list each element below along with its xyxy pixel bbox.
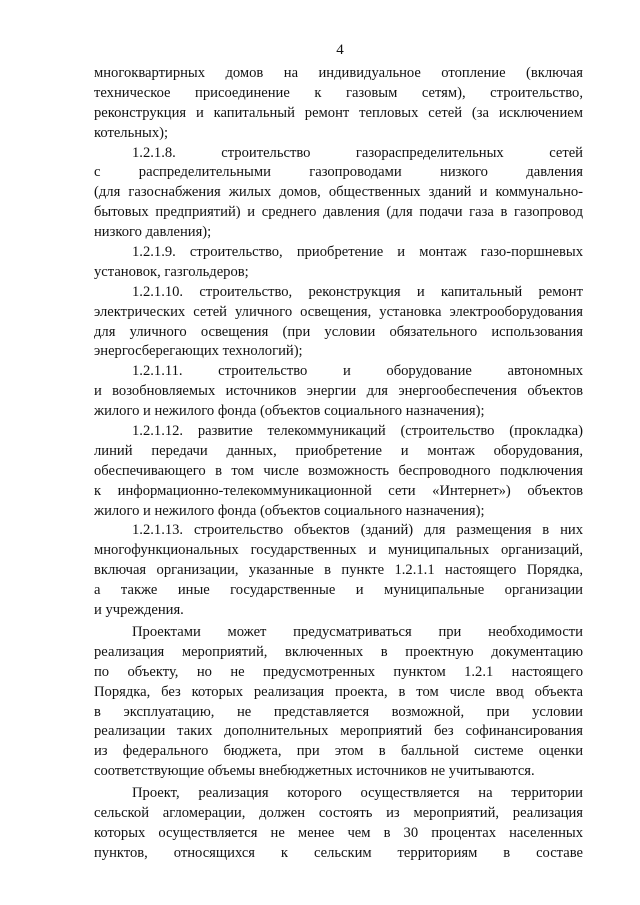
- paragraph: [94, 521, 583, 620]
- paragraph: [94, 283, 583, 363]
- text-line: реализация мероприятий, включенных в проектную документацию: [94, 643, 583, 660]
- text-line: 1.2.1.13. строительство объектов (зданий) для размещения в них: [132, 522, 583, 539]
- text-line: по объекту, но не предусмотренных пунктом 1.2.1 настоящего: [94, 663, 583, 680]
- text-line: сельской агломерации, должен состоять из мероприятий, реализация: [94, 804, 583, 821]
- text-line: к информационно-телекоммуникационной сети «Интернет») объектов: [94, 482, 583, 499]
- text-line: для уличного освещения (при условии обязательного использования: [94, 323, 583, 340]
- text-line: линий передачи данных, приобретение и монтаж оборудования,: [94, 442, 583, 459]
- paragraph: [94, 243, 583, 283]
- text-line: соответствующие объемы внебюджетных источников не учитываются.: [94, 763, 535, 780]
- text-line: техническое присоединение к газовым сетям), строительство,: [94, 84, 583, 101]
- page-number: 4: [336, 42, 344, 58]
- text-line: Проектами может предусматриваться при необходимости: [132, 623, 583, 640]
- paragraph: [94, 144, 583, 243]
- text-line: низкого давления);: [94, 224, 212, 241]
- text-line: а также иные государственные и муниципальные организации: [94, 582, 583, 599]
- text-line: жилого и нежилого фонда (объектов социального назначения);: [94, 403, 485, 420]
- text-line: Проект, реализация которого осуществляется на территории: [132, 785, 583, 802]
- text-line: 1.2.1.10. строительство, реконструкция и капитальный ремонт: [132, 283, 583, 300]
- paragraph: [94, 362, 583, 422]
- text-line: электрических сетей уличного освещения, установка электрооборудования: [94, 303, 583, 320]
- text-line: которых осуществляется не менее чем в 30 процентах населенных: [94, 824, 583, 841]
- text-line: многоквартирных домов на индивидуальное отопление (включая: [94, 65, 583, 81]
- text-line: котельных);: [94, 124, 169, 141]
- text-line: жилого и нежилого фонда (объектов социального назначения);: [94, 502, 485, 519]
- text-line: включая организации, указанные в пункте 1.2.1.1 настоящего Порядка,: [94, 562, 583, 579]
- paragraph: [94, 64, 583, 144]
- text-line: Порядка, без которых реализация проекта, в том числе ввод объекта: [94, 683, 583, 700]
- text-line: и учреждения.: [94, 602, 184, 619]
- document-body: [94, 64, 583, 864]
- text-line: 1.2.1.11. строительство и оборудование автономных: [132, 363, 583, 380]
- text-line: в эксплуатацию, не представляется возможной, при условии: [94, 703, 583, 720]
- text-line: обеспечивающего в том числе возможность беспроводного подключения: [94, 462, 583, 479]
- text-line: 1.2.1.12. развитие телекоммуникаций (строительство (прокладка): [132, 423, 583, 440]
- text-line: установок, газгольдеров;: [94, 263, 249, 280]
- text-line: с распределительными газопроводами низкого давления: [94, 164, 583, 181]
- text-line: бытовых предприятий) и среднего давления (для подачи газа в газопровод: [94, 204, 583, 221]
- text-line: из федерального бюджета, при этом в балльной системе оценки: [94, 743, 583, 760]
- text-line: (для газоснабжения жилых домов, общественных зданий и коммунально-: [94, 184, 583, 201]
- text-line: 1.2.1.8. строительство газораспределительных сетей: [132, 144, 583, 161]
- text-line: многофункциональных государственных и муниципальных организаций,: [94, 542, 583, 559]
- text-line: реконструкция и капитальный ремонт тепловых сетей (за исключением: [94, 104, 583, 121]
- paragraph: [94, 422, 583, 521]
- text-line: реализации таких дополнительных мероприятий без софинансирования: [94, 723, 583, 740]
- paragraph: [94, 623, 583, 782]
- text-line: 1.2.1.9. строительство, приобретение и монтаж газо-поршневых: [132, 244, 583, 261]
- text-line: энергосберегающих технологий);: [94, 343, 303, 360]
- paragraph: [94, 784, 583, 864]
- text-line: и возобновляемых источников энергии для энергообеспечения объектов: [94, 383, 583, 400]
- text-line: пунктов, относящихся к сельским территориям в составе: [94, 844, 583, 861]
